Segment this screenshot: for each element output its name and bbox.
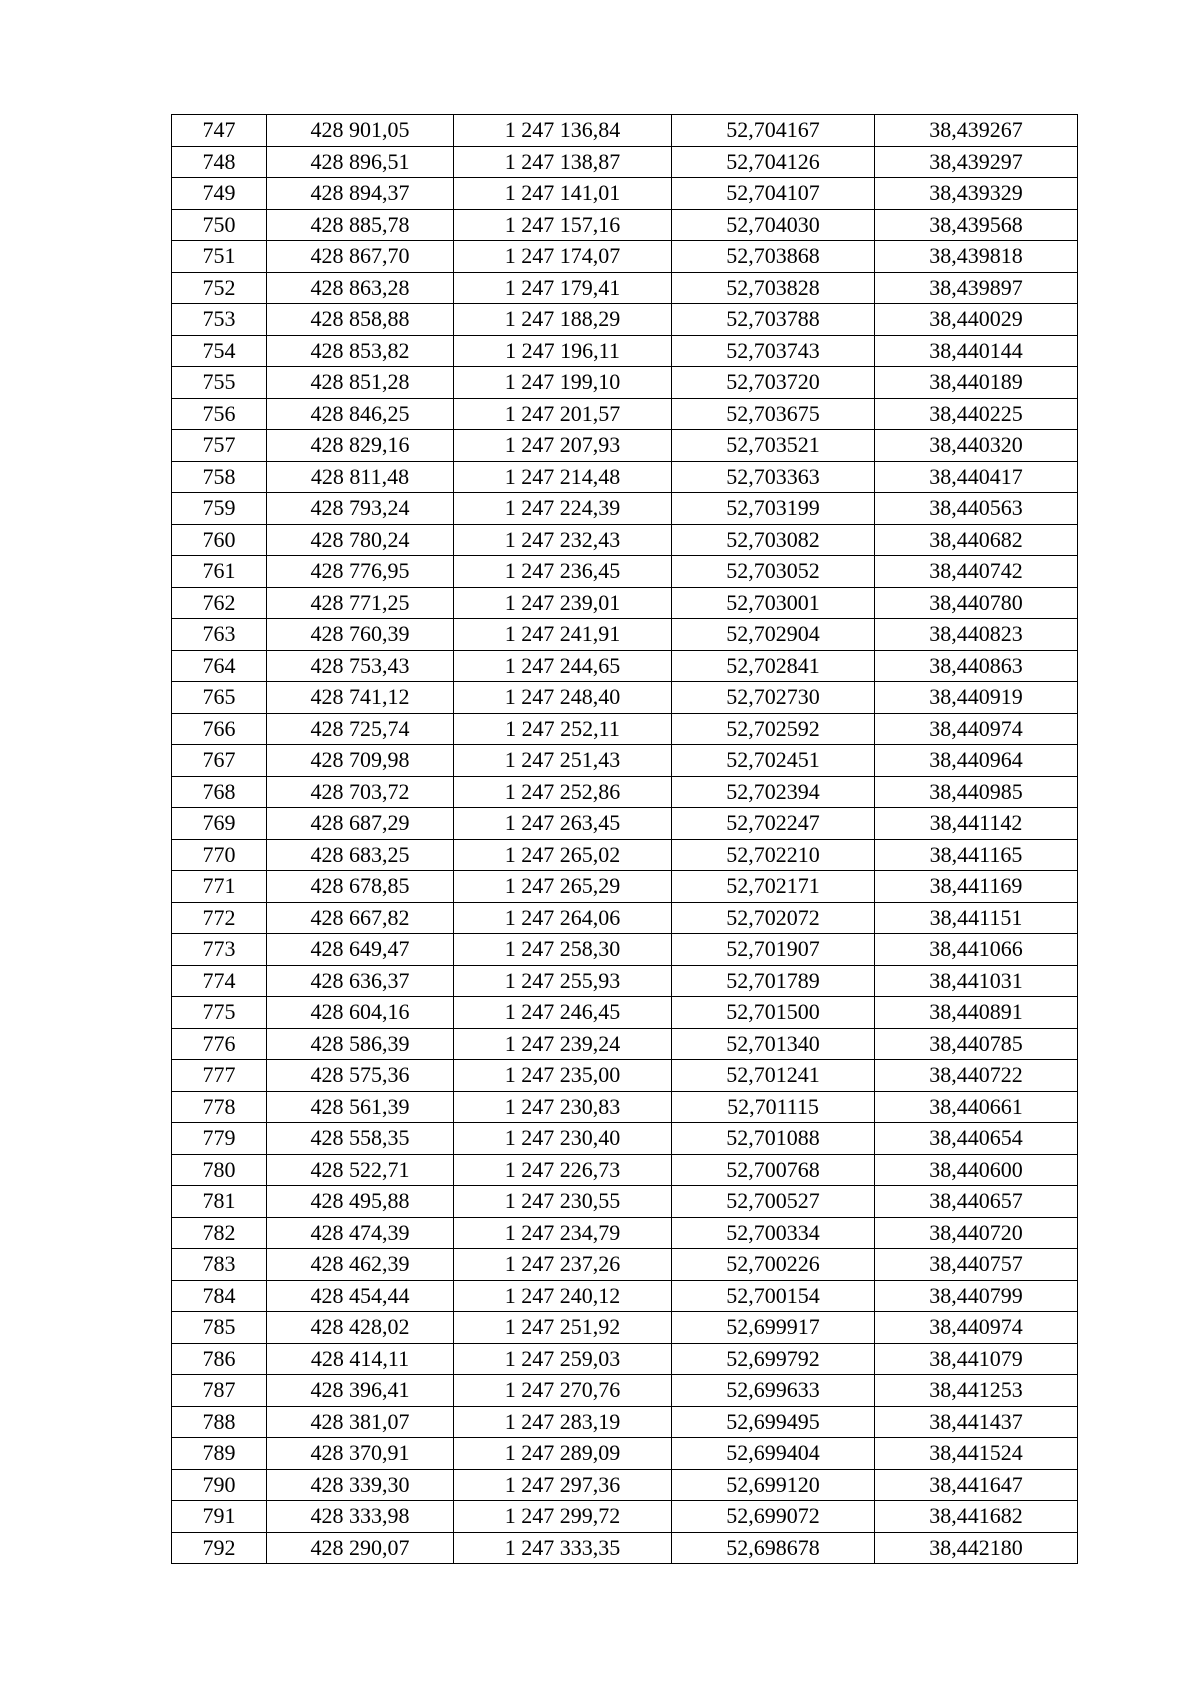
y-coordinate-cell: 1 247 252,86 xyxy=(454,776,672,808)
longitude-cell: 38,440823 xyxy=(875,619,1078,651)
y-coordinate-cell: 1 247 251,43 xyxy=(454,745,672,777)
y-coordinate-cell: 1 247 263,45 xyxy=(454,808,672,840)
point-number-cell: 776 xyxy=(172,1028,267,1060)
point-number-cell: 747 xyxy=(172,115,267,147)
x-coordinate-cell: 428 495,88 xyxy=(267,1186,454,1218)
x-coordinate-cell: 428 703,72 xyxy=(267,776,454,808)
point-number-cell: 791 xyxy=(172,1501,267,1533)
table-row xyxy=(172,272,1078,304)
point-number-cell: 766 xyxy=(172,713,267,745)
y-coordinate-cell: 1 247 174,07 xyxy=(454,241,672,273)
longitude-cell: 38,440863 xyxy=(875,650,1078,682)
x-coordinate-cell: 428 863,28 xyxy=(267,272,454,304)
point-number-cell: 784 xyxy=(172,1280,267,1312)
longitude-cell: 38,440799 xyxy=(875,1280,1078,1312)
y-coordinate-cell: 1 247 136,84 xyxy=(454,115,672,147)
x-coordinate-cell: 428 522,71 xyxy=(267,1154,454,1186)
latitude-cell: 52,699404 xyxy=(672,1438,875,1470)
latitude-cell: 52,703521 xyxy=(672,430,875,462)
point-number-cell: 748 xyxy=(172,146,267,178)
latitude-cell: 52,702072 xyxy=(672,902,875,934)
table-row xyxy=(172,713,1078,745)
point-number-cell: 783 xyxy=(172,1249,267,1281)
y-coordinate-cell: 1 247 138,87 xyxy=(454,146,672,178)
x-coordinate-cell: 428 339,30 xyxy=(267,1469,454,1501)
y-coordinate-cell: 1 247 241,91 xyxy=(454,619,672,651)
table-row xyxy=(172,997,1078,1029)
longitude-cell: 38,440964 xyxy=(875,745,1078,777)
x-coordinate-cell: 428 381,07 xyxy=(267,1406,454,1438)
x-coordinate-cell: 428 396,41 xyxy=(267,1375,454,1407)
y-coordinate-cell: 1 247 297,36 xyxy=(454,1469,672,1501)
y-coordinate-cell: 1 247 255,93 xyxy=(454,965,672,997)
point-number-cell: 763 xyxy=(172,619,267,651)
y-coordinate-cell: 1 247 265,29 xyxy=(454,871,672,903)
y-coordinate-cell: 1 247 264,06 xyxy=(454,902,672,934)
latitude-cell: 52,704167 xyxy=(672,115,875,147)
table-row xyxy=(172,115,1078,147)
x-coordinate-cell: 428 776,95 xyxy=(267,556,454,588)
point-number-cell: 779 xyxy=(172,1123,267,1155)
latitude-cell: 52,699120 xyxy=(672,1469,875,1501)
latitude-cell: 52,699495 xyxy=(672,1406,875,1438)
x-coordinate-cell: 428 811,48 xyxy=(267,461,454,493)
point-number-cell: 786 xyxy=(172,1343,267,1375)
x-coordinate-cell: 428 858,88 xyxy=(267,304,454,336)
y-coordinate-cell: 1 247 199,10 xyxy=(454,367,672,399)
table-row xyxy=(172,1312,1078,1344)
y-coordinate-cell: 1 247 141,01 xyxy=(454,178,672,210)
latitude-cell: 52,702171 xyxy=(672,871,875,903)
y-coordinate-cell: 1 247 251,92 xyxy=(454,1312,672,1344)
point-number-cell: 770 xyxy=(172,839,267,871)
point-number-cell: 774 xyxy=(172,965,267,997)
longitude-cell: 38,440417 xyxy=(875,461,1078,493)
x-coordinate-cell: 428 462,39 xyxy=(267,1249,454,1281)
longitude-cell: 38,440780 xyxy=(875,587,1078,619)
table-row xyxy=(172,839,1078,871)
x-coordinate-cell: 428 771,25 xyxy=(267,587,454,619)
longitude-cell: 38,441066 xyxy=(875,934,1078,966)
longitude-cell: 38,440720 xyxy=(875,1217,1078,1249)
y-coordinate-cell: 1 247 232,43 xyxy=(454,524,672,556)
x-coordinate-cell: 428 333,98 xyxy=(267,1501,454,1533)
longitude-cell: 38,441079 xyxy=(875,1343,1078,1375)
table-row xyxy=(172,178,1078,210)
x-coordinate-cell: 428 725,74 xyxy=(267,713,454,745)
table-row xyxy=(172,682,1078,714)
x-coordinate-cell: 428 604,16 xyxy=(267,997,454,1029)
longitude-cell: 38,440563 xyxy=(875,493,1078,525)
longitude-cell: 38,440661 xyxy=(875,1091,1078,1123)
point-number-cell: 768 xyxy=(172,776,267,808)
x-coordinate-cell: 428 793,24 xyxy=(267,493,454,525)
point-number-cell: 785 xyxy=(172,1312,267,1344)
longitude-cell: 38,441142 xyxy=(875,808,1078,840)
table-row xyxy=(172,398,1078,430)
table-row xyxy=(172,650,1078,682)
table-row xyxy=(172,304,1078,336)
latitude-cell: 52,700226 xyxy=(672,1249,875,1281)
latitude-cell: 52,702451 xyxy=(672,745,875,777)
table-row xyxy=(172,1438,1078,1470)
x-coordinate-cell: 428 894,37 xyxy=(267,178,454,210)
latitude-cell: 52,701340 xyxy=(672,1028,875,1060)
table-row xyxy=(172,1154,1078,1186)
point-number-cell: 772 xyxy=(172,902,267,934)
y-coordinate-cell: 1 247 235,00 xyxy=(454,1060,672,1092)
point-number-cell: 765 xyxy=(172,682,267,714)
y-coordinate-cell: 1 247 283,19 xyxy=(454,1406,672,1438)
latitude-cell: 52,704107 xyxy=(672,178,875,210)
x-coordinate-cell: 428 667,82 xyxy=(267,902,454,934)
latitude-cell: 52,701088 xyxy=(672,1123,875,1155)
y-coordinate-cell: 1 247 236,45 xyxy=(454,556,672,588)
longitude-cell: 38,440225 xyxy=(875,398,1078,430)
longitude-cell: 38,440757 xyxy=(875,1249,1078,1281)
y-coordinate-cell: 1 247 258,30 xyxy=(454,934,672,966)
point-number-cell: 778 xyxy=(172,1091,267,1123)
y-coordinate-cell: 1 247 157,16 xyxy=(454,209,672,241)
latitude-cell: 52,702592 xyxy=(672,713,875,745)
x-coordinate-cell: 428 636,37 xyxy=(267,965,454,997)
point-number-cell: 777 xyxy=(172,1060,267,1092)
latitude-cell: 52,703363 xyxy=(672,461,875,493)
point-number-cell: 753 xyxy=(172,304,267,336)
latitude-cell: 52,703720 xyxy=(672,367,875,399)
latitude-cell: 52,703001 xyxy=(672,587,875,619)
y-coordinate-cell: 1 247 179,41 xyxy=(454,272,672,304)
x-coordinate-cell: 428 851,28 xyxy=(267,367,454,399)
y-coordinate-cell: 1 247 196,11 xyxy=(454,335,672,367)
y-coordinate-cell: 1 247 224,39 xyxy=(454,493,672,525)
table-row xyxy=(172,902,1078,934)
point-number-cell: 773 xyxy=(172,934,267,966)
table-row xyxy=(172,1501,1078,1533)
longitude-cell: 38,440919 xyxy=(875,682,1078,714)
y-coordinate-cell: 1 247 230,55 xyxy=(454,1186,672,1218)
longitude-cell: 38,439897 xyxy=(875,272,1078,304)
latitude-cell: 52,703199 xyxy=(672,493,875,525)
longitude-cell: 38,440657 xyxy=(875,1186,1078,1218)
latitude-cell: 52,699917 xyxy=(672,1312,875,1344)
table-row xyxy=(172,1406,1078,1438)
latitude-cell: 52,704126 xyxy=(672,146,875,178)
x-coordinate-cell: 428 586,39 xyxy=(267,1028,454,1060)
longitude-cell: 38,440029 xyxy=(875,304,1078,336)
x-coordinate-cell: 428 678,85 xyxy=(267,871,454,903)
y-coordinate-cell: 1 247 239,01 xyxy=(454,587,672,619)
x-coordinate-cell: 428 846,25 xyxy=(267,398,454,430)
point-number-cell: 764 xyxy=(172,650,267,682)
latitude-cell: 52,703052 xyxy=(672,556,875,588)
y-coordinate-cell: 1 247 234,79 xyxy=(454,1217,672,1249)
table-row xyxy=(172,430,1078,462)
x-coordinate-cell: 428 561,39 xyxy=(267,1091,454,1123)
longitude-cell: 38,441169 xyxy=(875,871,1078,903)
longitude-cell: 38,441437 xyxy=(875,1406,1078,1438)
table-row xyxy=(172,556,1078,588)
table-row xyxy=(172,1280,1078,1312)
longitude-cell: 38,441151 xyxy=(875,902,1078,934)
table-row xyxy=(172,335,1078,367)
table-row xyxy=(172,871,1078,903)
table-row xyxy=(172,1343,1078,1375)
table-row xyxy=(172,1375,1078,1407)
x-coordinate-cell: 428 901,05 xyxy=(267,115,454,147)
y-coordinate-cell: 1 247 230,83 xyxy=(454,1091,672,1123)
latitude-cell: 52,703788 xyxy=(672,304,875,336)
y-coordinate-cell: 1 247 270,76 xyxy=(454,1375,672,1407)
y-coordinate-cell: 1 247 244,65 xyxy=(454,650,672,682)
point-number-cell: 761 xyxy=(172,556,267,588)
table-row xyxy=(172,587,1078,619)
x-coordinate-cell: 428 558,35 xyxy=(267,1123,454,1155)
longitude-cell: 38,440974 xyxy=(875,713,1078,745)
point-number-cell: 789 xyxy=(172,1438,267,1470)
latitude-cell: 52,703082 xyxy=(672,524,875,556)
table-row xyxy=(172,808,1078,840)
table-row xyxy=(172,1217,1078,1249)
latitude-cell: 52,704030 xyxy=(672,209,875,241)
point-number-cell: 757 xyxy=(172,430,267,462)
table-row xyxy=(172,367,1078,399)
latitude-cell: 52,700768 xyxy=(672,1154,875,1186)
latitude-cell: 52,702247 xyxy=(672,808,875,840)
table-row xyxy=(172,965,1078,997)
table-row xyxy=(172,1123,1078,1155)
y-coordinate-cell: 1 247 239,24 xyxy=(454,1028,672,1060)
point-number-cell: 752 xyxy=(172,272,267,304)
longitude-cell: 38,441253 xyxy=(875,1375,1078,1407)
x-coordinate-cell: 428 867,70 xyxy=(267,241,454,273)
table-row xyxy=(172,493,1078,525)
table-row xyxy=(172,745,1078,777)
point-number-cell: 749 xyxy=(172,178,267,210)
longitude-cell: 38,440785 xyxy=(875,1028,1078,1060)
latitude-cell: 52,703743 xyxy=(672,335,875,367)
point-number-cell: 780 xyxy=(172,1154,267,1186)
latitude-cell: 52,702904 xyxy=(672,619,875,651)
table-row xyxy=(172,209,1078,241)
longitude-cell: 38,440742 xyxy=(875,556,1078,588)
point-number-cell: 787 xyxy=(172,1375,267,1407)
latitude-cell: 52,700154 xyxy=(672,1280,875,1312)
latitude-cell: 52,702394 xyxy=(672,776,875,808)
point-number-cell: 762 xyxy=(172,587,267,619)
point-number-cell: 771 xyxy=(172,871,267,903)
point-number-cell: 755 xyxy=(172,367,267,399)
latitude-cell: 52,702730 xyxy=(672,682,875,714)
latitude-cell: 52,703675 xyxy=(672,398,875,430)
y-coordinate-cell: 1 247 246,45 xyxy=(454,997,672,1029)
x-coordinate-cell: 428 885,78 xyxy=(267,209,454,241)
x-coordinate-cell: 428 687,29 xyxy=(267,808,454,840)
longitude-cell: 38,440600 xyxy=(875,1154,1078,1186)
longitude-cell: 38,440985 xyxy=(875,776,1078,808)
y-coordinate-cell: 1 247 248,40 xyxy=(454,682,672,714)
point-number-cell: 756 xyxy=(172,398,267,430)
longitude-cell: 38,440654 xyxy=(875,1123,1078,1155)
longitude-cell: 38,439267 xyxy=(875,115,1078,147)
x-coordinate-cell: 428 853,82 xyxy=(267,335,454,367)
y-coordinate-cell: 1 247 201,57 xyxy=(454,398,672,430)
y-coordinate-cell: 1 247 333,35 xyxy=(454,1532,672,1564)
x-coordinate-cell: 428 474,39 xyxy=(267,1217,454,1249)
table-row xyxy=(172,461,1078,493)
table-row xyxy=(172,1249,1078,1281)
y-coordinate-cell: 1 247 265,02 xyxy=(454,839,672,871)
table-row xyxy=(172,241,1078,273)
coordinates-table xyxy=(171,114,1078,1564)
latitude-cell: 52,701241 xyxy=(672,1060,875,1092)
longitude-cell: 38,440682 xyxy=(875,524,1078,556)
x-coordinate-cell: 428 428,02 xyxy=(267,1312,454,1344)
y-coordinate-cell: 1 247 207,93 xyxy=(454,430,672,462)
latitude-cell: 52,701789 xyxy=(672,965,875,997)
x-coordinate-cell: 428 414,11 xyxy=(267,1343,454,1375)
x-coordinate-cell: 428 575,36 xyxy=(267,1060,454,1092)
point-number-cell: 767 xyxy=(172,745,267,777)
longitude-cell: 38,440891 xyxy=(875,997,1078,1029)
x-coordinate-cell: 428 683,25 xyxy=(267,839,454,871)
x-coordinate-cell: 428 649,47 xyxy=(267,934,454,966)
point-number-cell: 769 xyxy=(172,808,267,840)
latitude-cell: 52,698678 xyxy=(672,1532,875,1564)
y-coordinate-cell: 1 247 299,72 xyxy=(454,1501,672,1533)
point-number-cell: 792 xyxy=(172,1532,267,1564)
table-row xyxy=(172,1186,1078,1218)
y-coordinate-cell: 1 247 214,48 xyxy=(454,461,672,493)
y-coordinate-cell: 1 247 230,40 xyxy=(454,1123,672,1155)
x-coordinate-cell: 428 741,12 xyxy=(267,682,454,714)
longitude-cell: 38,440722 xyxy=(875,1060,1078,1092)
longitude-cell: 38,441647 xyxy=(875,1469,1078,1501)
longitude-cell: 38,440144 xyxy=(875,335,1078,367)
x-coordinate-cell: 428 709,98 xyxy=(267,745,454,777)
y-coordinate-cell: 1 247 226,73 xyxy=(454,1154,672,1186)
x-coordinate-cell: 428 454,44 xyxy=(267,1280,454,1312)
longitude-cell: 38,441165 xyxy=(875,839,1078,871)
latitude-cell: 52,702841 xyxy=(672,650,875,682)
table-row xyxy=(172,1469,1078,1501)
latitude-cell: 52,700527 xyxy=(672,1186,875,1218)
latitude-cell: 52,699633 xyxy=(672,1375,875,1407)
point-number-cell: 759 xyxy=(172,493,267,525)
x-coordinate-cell: 428 753,43 xyxy=(267,650,454,682)
y-coordinate-cell: 1 247 252,11 xyxy=(454,713,672,745)
latitude-cell: 52,703868 xyxy=(672,241,875,273)
longitude-cell: 38,439818 xyxy=(875,241,1078,273)
latitude-cell: 52,699792 xyxy=(672,1343,875,1375)
x-coordinate-cell: 428 780,24 xyxy=(267,524,454,556)
longitude-cell: 38,441682 xyxy=(875,1501,1078,1533)
latitude-cell: 52,703828 xyxy=(672,272,875,304)
latitude-cell: 52,699072 xyxy=(672,1501,875,1533)
longitude-cell: 38,441524 xyxy=(875,1438,1078,1470)
longitude-cell: 38,440320 xyxy=(875,430,1078,462)
longitude-cell: 38,440974 xyxy=(875,1312,1078,1344)
latitude-cell: 52,701500 xyxy=(672,997,875,1029)
point-number-cell: 788 xyxy=(172,1406,267,1438)
point-number-cell: 790 xyxy=(172,1469,267,1501)
point-number-cell: 782 xyxy=(172,1217,267,1249)
point-number-cell: 750 xyxy=(172,209,267,241)
latitude-cell: 52,702210 xyxy=(672,839,875,871)
longitude-cell: 38,439329 xyxy=(875,178,1078,210)
table-row xyxy=(172,1060,1078,1092)
point-number-cell: 781 xyxy=(172,1186,267,1218)
longitude-cell: 38,442180 xyxy=(875,1532,1078,1564)
y-coordinate-cell: 1 247 289,09 xyxy=(454,1438,672,1470)
x-coordinate-cell: 428 370,91 xyxy=(267,1438,454,1470)
table-row xyxy=(172,1532,1078,1564)
latitude-cell: 52,701115 xyxy=(672,1091,875,1123)
y-coordinate-cell: 1 247 240,12 xyxy=(454,1280,672,1312)
point-number-cell: 754 xyxy=(172,335,267,367)
y-coordinate-cell: 1 247 188,29 xyxy=(454,304,672,336)
x-coordinate-cell: 428 829,16 xyxy=(267,430,454,462)
longitude-cell: 38,439568 xyxy=(875,209,1078,241)
x-coordinate-cell: 428 760,39 xyxy=(267,619,454,651)
point-number-cell: 775 xyxy=(172,997,267,1029)
longitude-cell: 38,439297 xyxy=(875,146,1078,178)
table-row xyxy=(172,146,1078,178)
longitude-cell: 38,441031 xyxy=(875,965,1078,997)
x-coordinate-cell: 428 896,51 xyxy=(267,146,454,178)
y-coordinate-cell: 1 247 237,26 xyxy=(454,1249,672,1281)
x-coordinate-cell: 428 290,07 xyxy=(267,1532,454,1564)
point-number-cell: 751 xyxy=(172,241,267,273)
table-row xyxy=(172,776,1078,808)
latitude-cell: 52,700334 xyxy=(672,1217,875,1249)
table-row xyxy=(172,1091,1078,1123)
latitude-cell: 52,701907 xyxy=(672,934,875,966)
point-number-cell: 758 xyxy=(172,461,267,493)
longitude-cell: 38,440189 xyxy=(875,367,1078,399)
table-row xyxy=(172,934,1078,966)
point-number-cell: 760 xyxy=(172,524,267,556)
y-coordinate-cell: 1 247 259,03 xyxy=(454,1343,672,1375)
table-row xyxy=(172,619,1078,651)
table-row xyxy=(172,1028,1078,1060)
coordinates-table-body xyxy=(172,115,1078,1564)
table-row xyxy=(172,524,1078,556)
